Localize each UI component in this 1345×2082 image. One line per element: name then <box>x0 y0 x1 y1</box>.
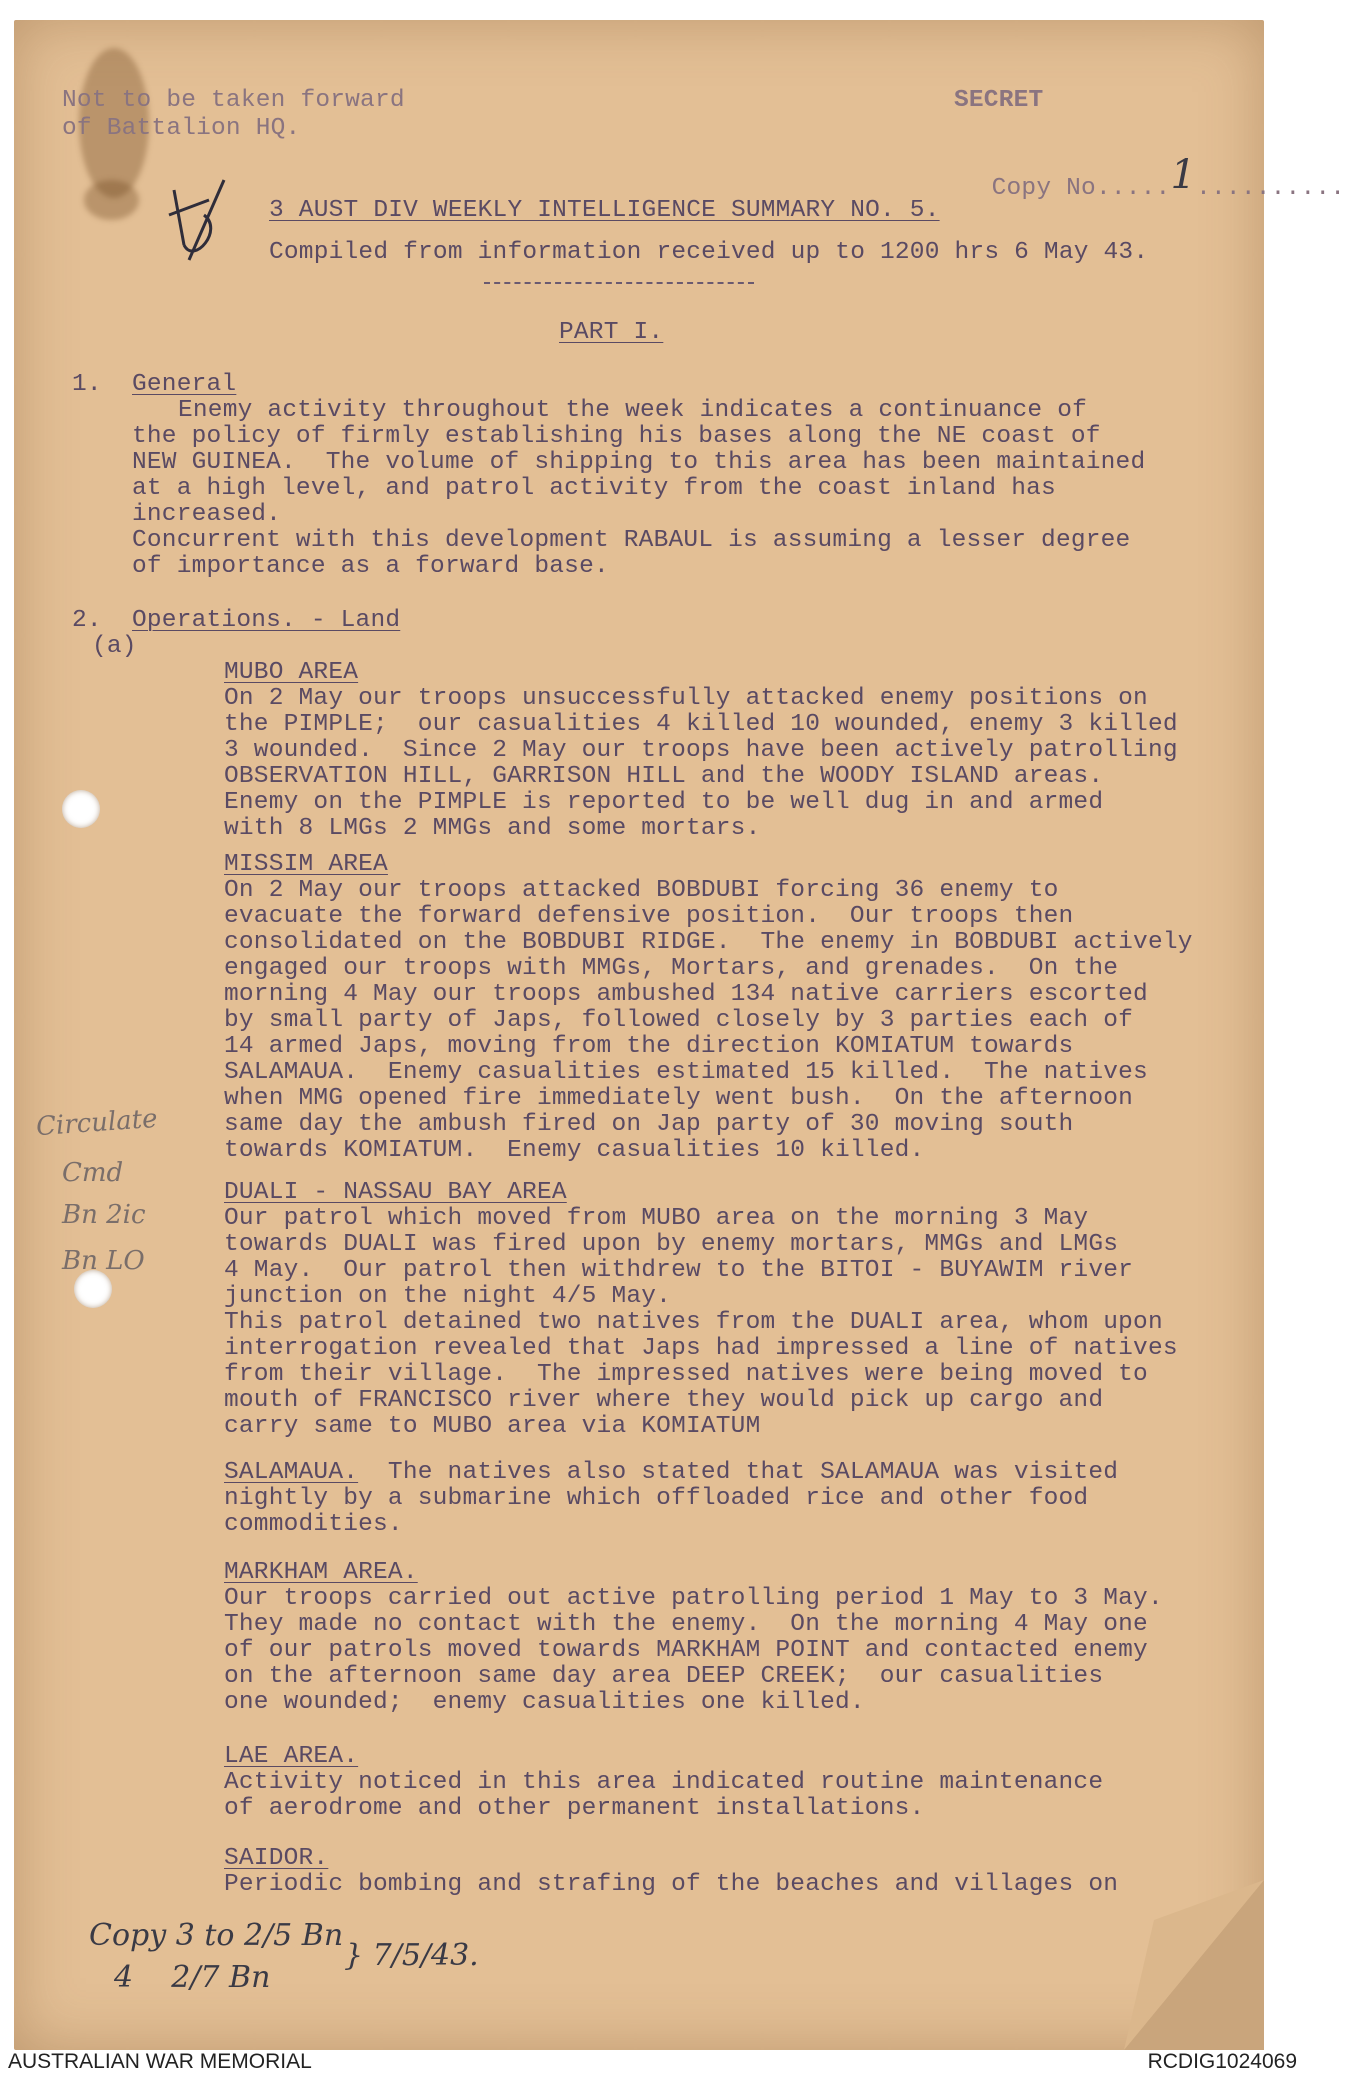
document-page <box>14 20 1345 2050</box>
distribution-line2: 4 2/7 Bn <box>114 1960 271 1995</box>
text-line: OBSERVATION HILL, GARRISON HILL and the WOODY ISLAND areas. <box>224 763 1104 790</box>
area-heading: SAIDOR. <box>224 1845 329 1872</box>
text-line: interrogation revealed that Japs had impressed a line of natives <box>224 1335 1178 1362</box>
text-line: carry same to MUBO area via KOMIATUM <box>224 1413 761 1440</box>
area-duali <box>224 1180 1178 1440</box>
text-line: on the afternoon same day area DEEP CREEK; our casualities <box>224 1663 1104 1690</box>
folded-corner <box>1124 1880 1264 2050</box>
footer-left: AUSTRALIAN WAR MEMORIAL <box>8 2050 312 2073</box>
text-line: of aerodrome and other permanent installations. <box>224 1795 925 1822</box>
distribution-line1: Copy 3 to 2/5 Bn <box>89 1918 344 1953</box>
text-line: at a high level, and patrol activity from the coast inland has <box>132 475 1056 502</box>
text-line: On 2 May our troops attacked BOBDUBI forcing 36 enemy to <box>224 877 1059 904</box>
section-2-number: 2. <box>72 607 102 634</box>
section-1-body <box>132 398 1145 580</box>
text-line: towards KOMIATUM. Enemy casualities 10 killed. <box>224 1137 925 1164</box>
text-line: Activity noticed in this area indicated routine maintenance <box>224 1769 1104 1796</box>
area-first-line <box>224 1460 1118 1486</box>
text-line: 4 May. Our patrol then withdrew to the BITOI - BUYAWIM river <box>224 1257 1134 1284</box>
text-line: Enemy on the PIMPLE is reported to be well dug in and armed <box>224 789 1104 816</box>
staple-stain-lower <box>84 180 139 220</box>
footer-right: RCDIG1024069 <box>1147 2050 1297 2073</box>
text-line: commodities. <box>224 1511 403 1538</box>
text-line: They made no contact with the enemy. On the morning 4 May one <box>224 1611 1148 1638</box>
text-line: the PIMPLE; our casualities 4 killed 10 wounded, enemy 3 killed <box>224 711 1178 738</box>
text-line: NEW GUINEA. The volume of shipping to this area has been maintained <box>132 449 1146 476</box>
text-line: of importance as a forward base. <box>132 553 609 580</box>
area-salamaua <box>224 1460 1118 1538</box>
header-instruction-line1: Not to be taken forward <box>62 87 405 114</box>
margin-note: Bn 2ic <box>62 1200 146 1230</box>
section-1-number: 1. <box>72 371 102 398</box>
area-mubo <box>224 660 1178 842</box>
text-line: Our troops carried out active patrolling period 1 May to 3 May. <box>224 1585 1163 1612</box>
text-line: when MMG opened fire immediately went bush. On the afternoon <box>224 1085 1134 1112</box>
text-line: towards DUALI was fired upon by enemy mortars, MMGs and LMGs <box>224 1231 1119 1258</box>
text-line: consolidated on the BOBDUBI RIDGE. The enemy in BOBDUBI actively <box>224 929 1193 956</box>
area-heading: SALAMAUA. <box>224 1459 359 1486</box>
copy-no-text: Copy No..... <box>991 175 1171 202</box>
text-line: evacuate the forward defensive position. Our troops then <box>224 903 1074 930</box>
area-heading: LAE AREA. <box>224 1743 359 1770</box>
copy-no-value: 1 <box>1170 152 1197 198</box>
copy-no-label <box>932 142 1345 228</box>
area-markham <box>224 1560 1163 1716</box>
area-missim <box>224 852 1193 1164</box>
text-line: 3 wounded. Since 2 May our troops have been actively patrolling <box>224 737 1178 764</box>
area-heading: DUALI - NASSAU BAY AREA <box>224 1179 567 1206</box>
section-1-heading: General <box>132 371 237 398</box>
margin-note: Bn LO <box>62 1246 145 1276</box>
text-inline: The natives also stated that SALAMAUA was visited <box>358 1459 1119 1486</box>
margin-note: Cmd <box>62 1158 124 1188</box>
text-line: Periodic bombing and strafing of the beaches and villages on <box>224 1871 1119 1898</box>
text-line: the policy of firmly establishing his bases along the NE coast of <box>132 423 1101 450</box>
text-line: from their village. The impressed natives were being moved to <box>224 1361 1148 1388</box>
text-line: of our patrols moved towards MARKHAM POINT and contacted enemy <box>224 1637 1148 1664</box>
text-line: morning 4 May our troops ambushed 134 native carriers escorted <box>224 981 1148 1008</box>
area-heading: MARKHAM AREA. <box>224 1559 418 1586</box>
document-subtitle: Compiled from information received up to 1200 hrs 6 May 43. <box>269 239 1149 266</box>
text-line: Concurrent with this development RABAUL is assuming a lesser degree <box>132 527 1131 554</box>
text-line: mouth of FRANCISCO river where they would pick up cargo and <box>224 1387 1104 1414</box>
part-heading: PART I. <box>559 319 664 346</box>
text-line: Our patrol which moved from MUBO area on the morning 3 May <box>224 1205 1089 1232</box>
section-2-heading: Operations. - Land <box>132 607 401 634</box>
text-line: increased. <box>132 501 282 528</box>
section-2-sub: (a) <box>92 633 137 660</box>
text-line: junction on the night 4/5 May. <box>224 1283 672 1310</box>
punch-hole-upper <box>62 790 100 828</box>
text-line: engaged our troops with MMGs, Mortars, and grenades. On the <box>224 955 1119 982</box>
text-line: same day the ambush fired on Jap party of 30 moving south <box>224 1111 1074 1138</box>
text-line: 14 armed Japs, moving from the direction KOMIATUM towards <box>224 1033 1074 1060</box>
area-lae <box>224 1744 1103 1822</box>
distribution-date: } 7/5/43. <box>344 1938 479 1973</box>
text-line: one wounded; enemy casualities one killed. <box>224 1689 865 1716</box>
area-heading: MISSIM AREA <box>224 851 388 878</box>
text-line: This patrol detained two natives from the DUALI area, whom upon <box>224 1309 1163 1336</box>
text-line: with 8 LMGs 2 MMGs and some mortars. <box>224 815 761 842</box>
text-line: SALAMAUA. Enemy casualities estimated 15 killed. The natives <box>224 1059 1148 1086</box>
document-title: 3 AUST DIV WEEKLY INTELLIGENCE SUMMARY NO. 5. <box>269 197 940 224</box>
text-line: nightly by a submarine which offloaded rice and other food <box>224 1485 1089 1512</box>
area-saidor <box>224 1846 1118 1898</box>
subtitle-rule <box>484 282 754 284</box>
classification: SECRET <box>954 87 1044 114</box>
text-line: by small party of Japs, followed closely by 3 parties each of <box>224 1007 1134 1034</box>
area-heading: MUBO AREA <box>224 659 359 686</box>
copy-no-dots: .......... <box>1196 175 1345 202</box>
margin-note: Circulate <box>35 1103 159 1143</box>
text-line: On 2 May our troops unsuccessfully attacked enemy positions on <box>224 685 1148 712</box>
signature-mark <box>154 170 244 280</box>
text-line: Enemy activity throughout the week indicates a continuance of <box>178 397 1088 424</box>
header-instruction-line2: of Battalion HQ. <box>62 115 301 142</box>
